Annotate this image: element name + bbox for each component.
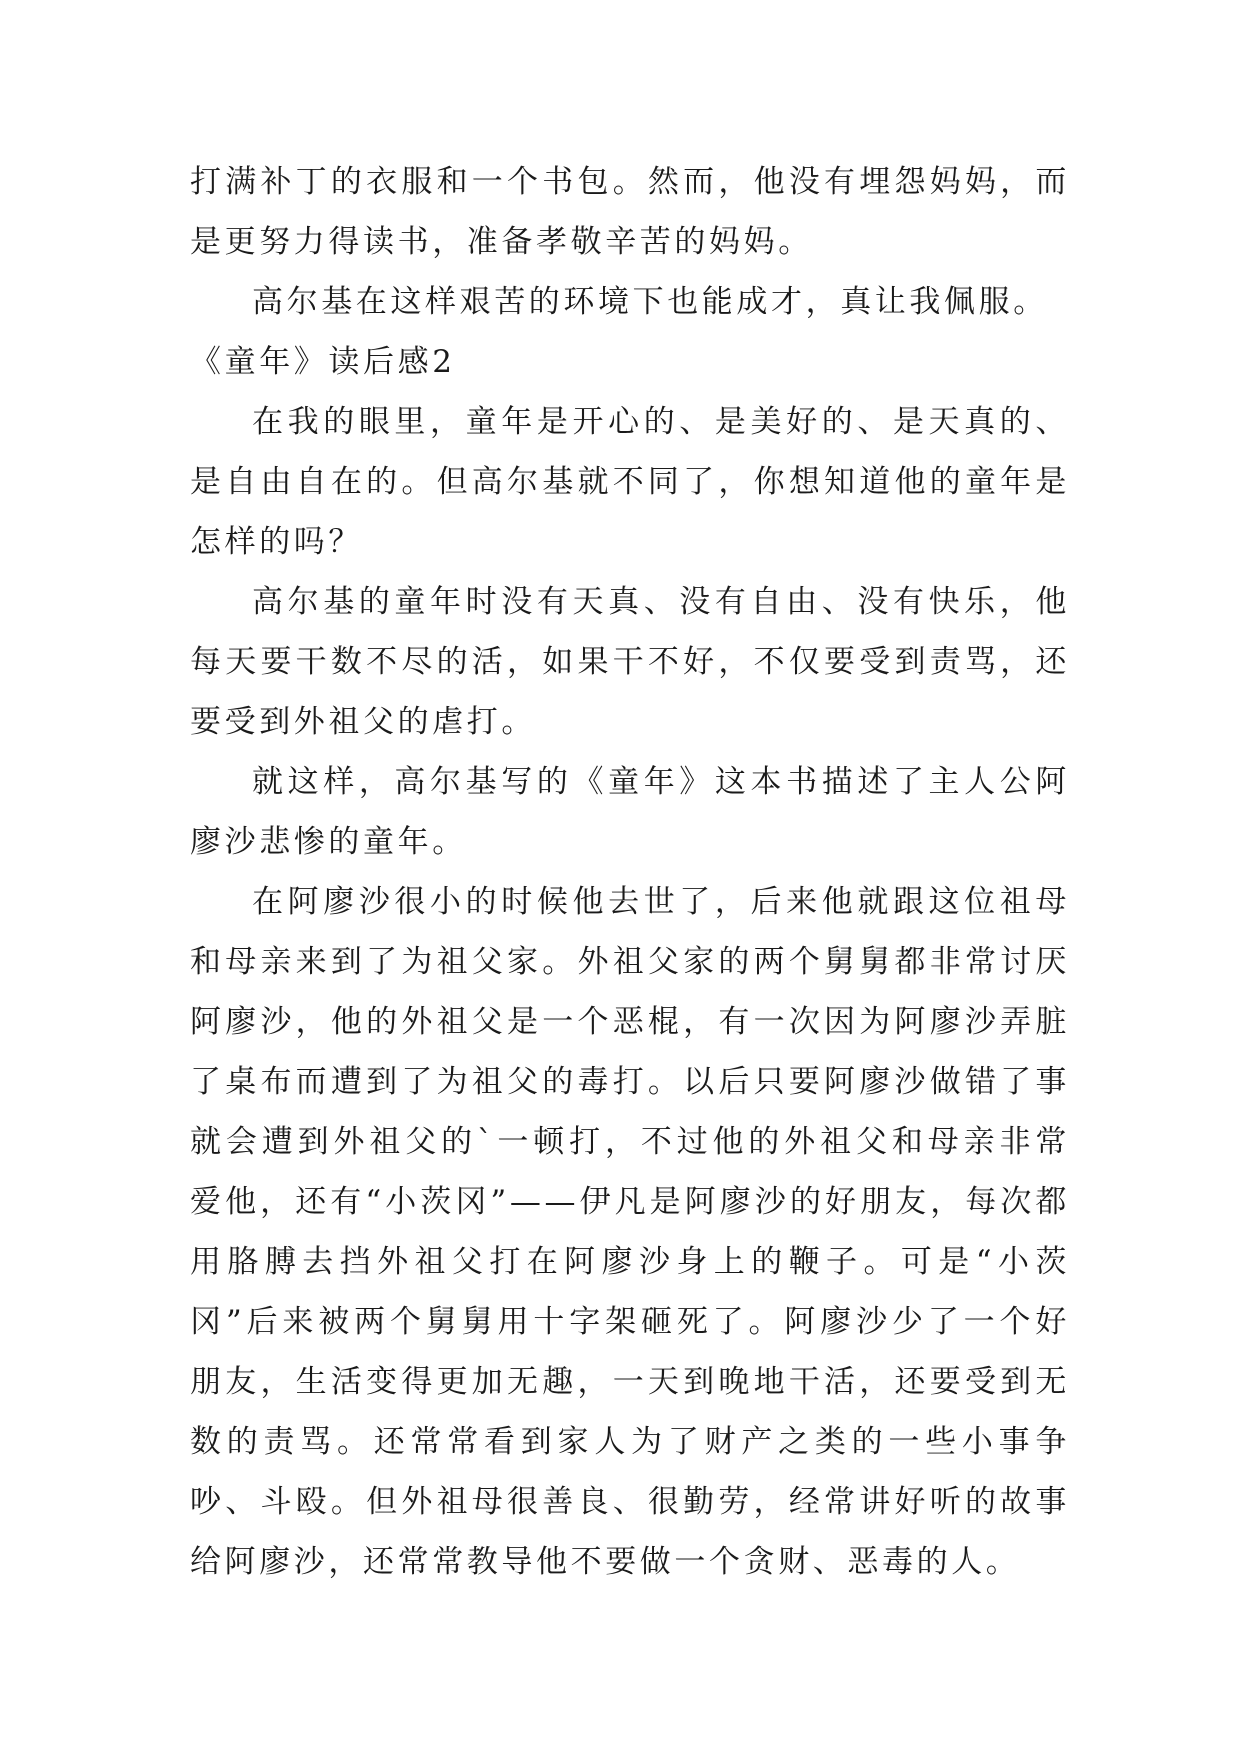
paragraph-childhood: 高尔基的童年时没有天真、没有自由、没有快乐，他每天要干数不尽的活，如果干不好，不仅要受到责骂，还要受到外祖父的虐打。 <box>190 584 1070 740</box>
document-body <box>190 152 1070 1592</box>
paragraph-story: 在阿廖沙很小的时候他去世了，后来他就跟这位祖母和母亲来到了为祖父家。外祖父家的两个舅舅都非常讨厌阿廖沙，他的外祖父是一个恶棍，有一次因为阿廖沙弄脏了桌布而遭到了为祖父的毒打。以后只要阿廖沙做错了事就会遭到外祖父的`一顿打，不过他的外祖父和母亲非常爱他，还有“小茨冈”——伊凡是阿廖沙的好朋友，每次都用胳膊去挡外祖父打在阿廖沙身上的鞭子。可是“小茨冈”后来被两个舅舅用十字架砸死了。阿廖沙少了一个好朋友，生活变得更加无趣，一天到晚地干活，还要受到无数的责骂。还常常看到家人为了财产之类的一些小事争吵、斗殴。但外祖母很善良、很勤劳，经常讲好听的故事给阿廖沙，还常常教导他不要做一个贪财、恶毒的人。 <box>190 884 1070 1580</box>
paragraph-conclusion: 高尔基在这样艰苦的环境下也能成才，真让我佩服。 <box>252 284 1048 320</box>
section-heading: 《童年》读后感2 <box>190 344 456 380</box>
paragraph-intro: 在我的眼里，童年是开心的、是美好的、是天真的、是自由自在的。但高尔基就不同了，你想知道他的童年是怎样的吗？ <box>190 404 1070 560</box>
paragraph-continued: 打满补丁的衣服和一个书包。然而，他没有埋怨妈妈，而是更努力得读书，准备孝敬辛苦的妈妈。 <box>190 164 1070 260</box>
paragraph-book: 就这样，高尔基写的《童年》这本书描述了主人公阿廖沙悲惨的童年。 <box>190 764 1070 860</box>
